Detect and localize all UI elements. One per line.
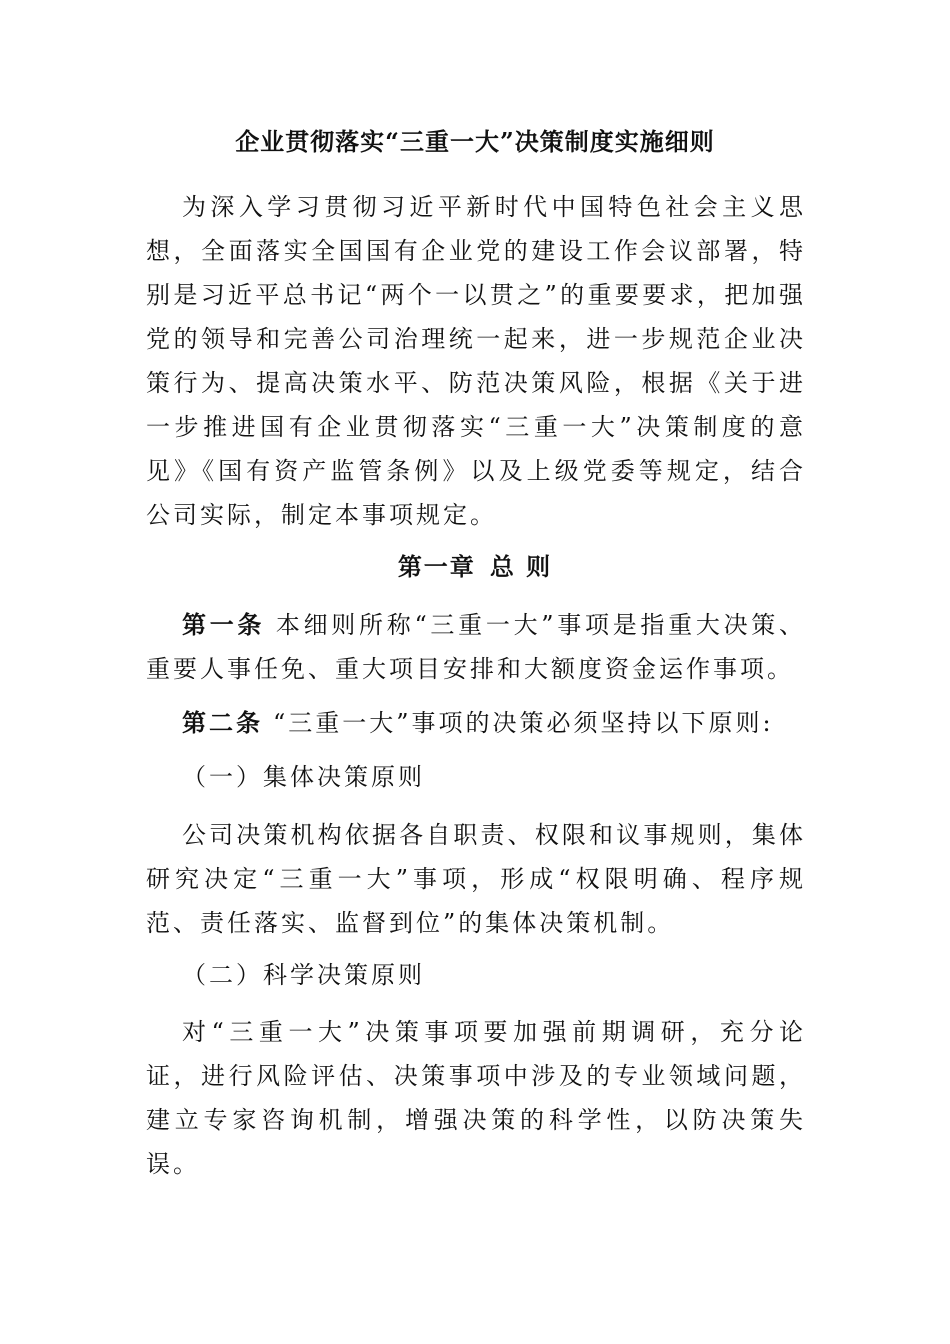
article-1-text: 本细则所称“三重一大”事项是指重大决策、重要人事任免、重大项目安排和大额度资金运作事项。 (146, 611, 807, 683)
document-title: 企业贯彻落实“三重一大”决策制度实施细则 (235, 127, 715, 156)
chapter-label: 第一章 (397, 552, 476, 581)
article-2-text: “三重一大”事项的决策必须坚持以下原则: (273, 709, 774, 737)
intro-paragraph: 为深入学习贯彻习近平新时代中国特色社会主义思想，全面落实全国国有企业党的建设工作会议部署，特别是习近平总书记“两个一以贯之”的重要要求，把加强党的领导和完善公司治理统一起来，进一步规范企业决策行为、提高决策水平、防范决策风险，根据《关于进一步推进国有企业贯彻落实“三重一大”决策制度的意见》《国有资产监管条例》以及上级党委等规定，结合公司实际，制定本事项规定。 (146, 193, 806, 529)
chapter-name: 总 则 (489, 552, 553, 581)
article-1-label: 第一条 (182, 610, 266, 639)
article-1 (146, 603, 806, 691)
article-2 (146, 701, 806, 745)
principle-1-heading: （一）集体决策原则 (182, 763, 425, 791)
chapter-heading (0, 547, 950, 587)
principle-2-text: 对“三重一大”决策事项要加强前期调研，充分论证，进行风险评估、决策事项中涉及的专业领域问题，建立专家咨询机制，增强决策的科学性，以防决策失误。 (146, 1018, 806, 1178)
article-2-label: 第二条 (182, 708, 263, 737)
principle-2-heading: （二）科学决策原则 (182, 961, 425, 989)
principle-1-text: 公司决策机构依据各自职责、权限和议事规则，集体研究决定“三重一大”事项，形成“权限明确、程序规范、责任落实、监督到位”的集体决策机制。 (146, 821, 806, 937)
